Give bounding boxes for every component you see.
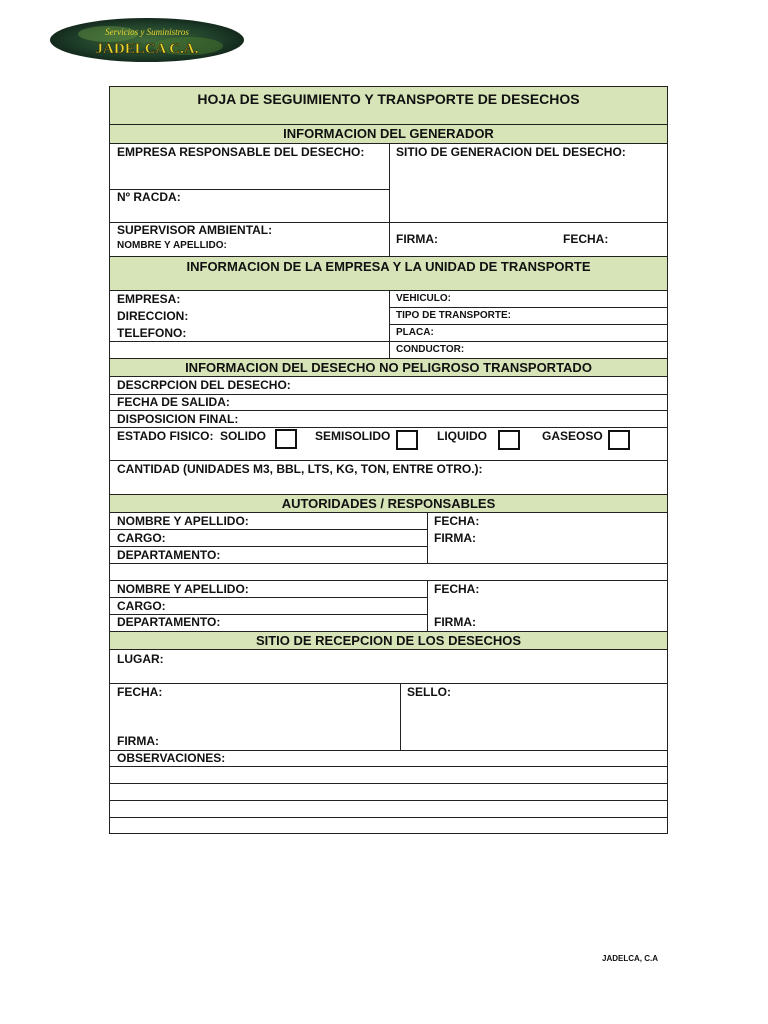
generator-signature-label: FIRMA: [396,232,438,246]
divider [110,529,427,530]
authority2-position-label: CARGO: [117,599,166,613]
gaseous-checkbox[interactable] [608,430,630,450]
logo-brand: JADELCA C.A. [95,41,199,57]
divider [110,580,667,581]
divider [427,580,428,631]
seal-label: SELLO: [407,685,451,699]
reception-section-header: SITIO DE RECEPCION DE LOS DESECHOS [110,631,667,650]
divider [110,597,427,598]
authority2-department-label: DEPARTAMENTO: [117,615,221,629]
generator-company-label: EMPRESA RESPONSABLE DEL DESECHO: [117,145,365,159]
divider [389,144,390,256]
waste-tracking-form [109,86,668,834]
quantity-label: CANTIDAD (UNIDADES M3, BBL, LTS, KG, TON, ENTRE OTRO.): [117,462,483,476]
racda-label: Nº RACDA: [117,190,181,204]
liquid-checkbox[interactable] [498,430,520,450]
observation-line [110,766,667,767]
footer-company: JADELCA, C.A [602,954,659,963]
liquid-label: LIQUIDO [437,429,487,443]
observation-line [110,800,667,801]
reception-signature-label: FIRMA: [117,734,159,748]
company-logo [48,16,246,64]
authority2-date-label: FECHA: [434,582,480,596]
generator-date-label: FECHA: [563,232,609,246]
divider [389,291,390,358]
solid-label: SOLIDO [220,429,267,443]
semisolid-label: SEMISOLIDO [315,429,391,443]
authority1-signature-label: FIRMA: [434,531,476,545]
divider [110,563,667,564]
exit-date-label: FECHA DE SALIDA: [117,395,230,409]
divider [110,460,667,461]
driver-label: CONDUCTOR: [396,344,465,355]
divider [110,410,667,411]
physical-state-label: ESTADO FISICO: [117,429,214,443]
generator-site-label: SITIO DE GENERACION DEL DESECHO: [396,145,626,159]
final-disposal-label: DISPOSICION FINAL: [117,412,239,426]
supervisor-label: SUPERVISOR AMBIENTAL: [117,223,273,237]
semisolid-checkbox[interactable] [396,430,418,450]
divider [389,307,667,308]
waste-description-label: DESCRPCION DEL DESECHO: [117,378,291,392]
authority2-signature-label: FIRMA: [434,615,476,629]
authority1-position-label: CARGO: [117,531,166,545]
reception-date-label: FECHA: [117,685,163,699]
logo-tagline: Servicios y Suministros [105,27,189,37]
authority1-date-label: FECHA: [434,514,480,528]
observation-line [110,817,667,818]
transport-company-label: EMPRESA: [117,292,181,306]
divider [110,683,667,684]
place-label: LUGAR: [117,652,164,666]
divider [427,513,428,563]
gaseous-label: GASEOSO [542,429,603,443]
divider [110,546,427,547]
phone-label: TELEFONO: [117,326,187,340]
vehicle-label: VEHICULO: [396,293,451,304]
authorities-section-header: AUTORIDADES / RESPONSABLES [110,494,667,513]
observations-label: OBSERVACIONES: [117,751,226,765]
plate-label: PLACA: [396,327,434,338]
divider [400,683,401,750]
address-label: DIRECCION: [117,309,189,323]
generator-section-header: INFORMACION DEL GENERADOR [110,125,667,144]
authority1-name-label: NOMBRE Y APELLIDO: [117,514,249,528]
authority1-department-label: DEPARTAMENTO: [117,548,221,562]
divider [389,324,667,325]
transport-type-label: TIPO DE TRANSPORTE: [396,310,512,321]
transport-section-header: INFORMACION DE LA EMPRESA Y LA UNIDAD DE TRANSPORTE [110,256,667,291]
authority2-name-label: NOMBRE Y APELLIDO: [117,582,249,596]
observation-line [110,783,667,784]
solid-checkbox[interactable] [275,429,297,449]
form-title: HOJA DE SEGUIMIENTO Y TRANSPORTE DE DESECHOS [110,87,667,125]
waste-section-header: INFORMACION DEL DESECHO NO PELIGROSO TRANSPORTADO [110,358,667,377]
divider [110,427,667,428]
supervisor-name-label: NOMBRE Y APELLIDO: [117,240,227,251]
